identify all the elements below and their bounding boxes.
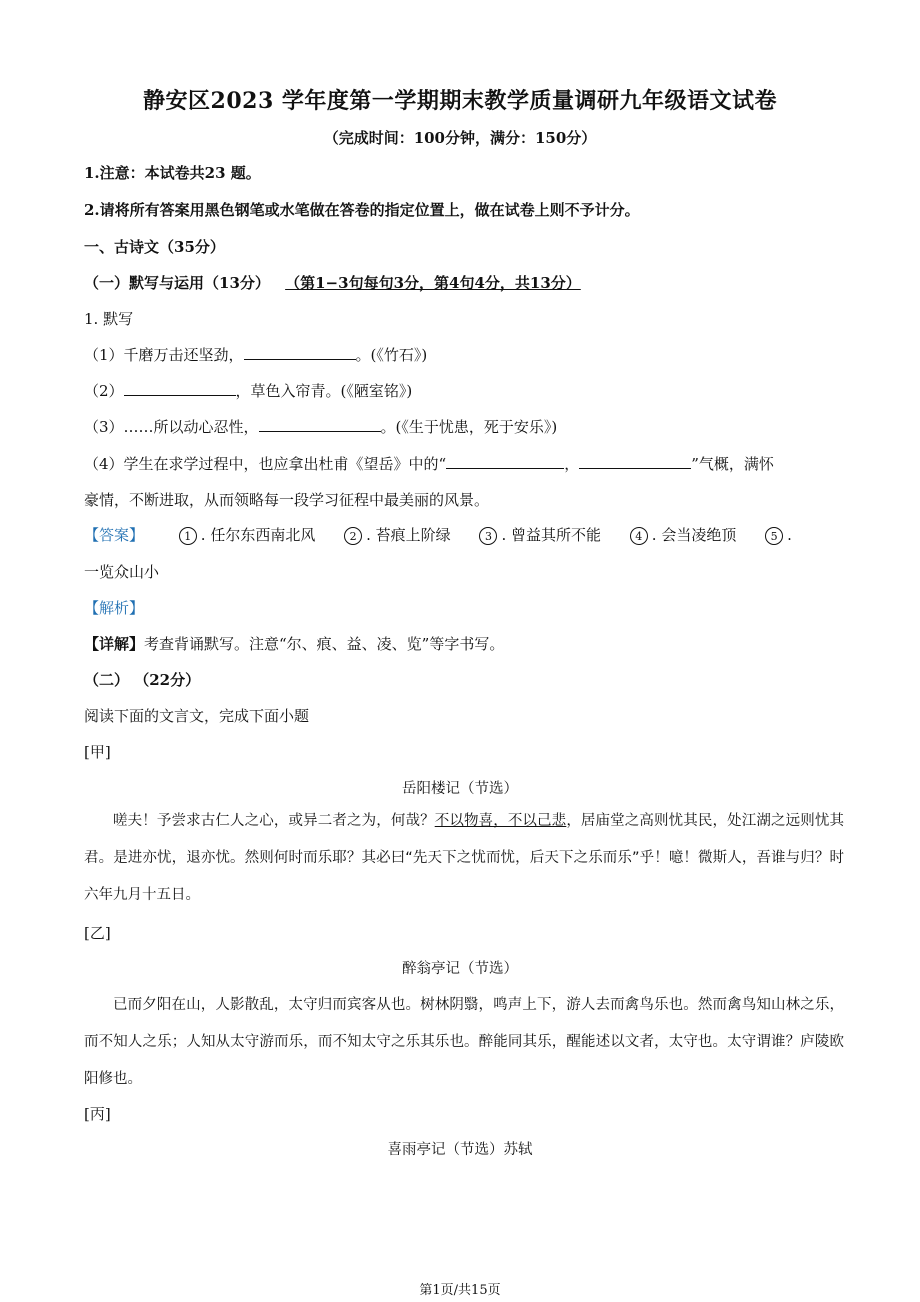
answer-item-3 [479,524,601,546]
answer-blank[interactable] [579,453,691,469]
note-2: 2.请将所有答案用黑色钢笔或水笔做在答卷的指定位置上，做在试卷上则不予计分。 [84,201,640,219]
q1-item-3-pre: （3）……所以动心忍性， [84,418,259,436]
passage-jia-title: 岳阳楼记（节选） [402,781,518,797]
answer-text: . [787,526,792,544]
answer-continuation: 一览众山小 [84,563,160,581]
page-footer: 第1页/共15页 [419,1283,501,1298]
analysis-tag: 【解析】 [84,599,145,617]
answer-item-1 [179,524,316,546]
answer-blank[interactable] [244,344,356,360]
underlined-sentence: 不以物喜，不以己悲 [434,813,567,829]
detail-line [84,633,850,655]
passage-yi-title: 醉翁亭记（节选） [402,961,518,977]
q1-item-4 [84,453,850,475]
part1-title: （一）默写与运用（13分） [84,274,270,292]
passage-yi-label: [乙] [84,924,111,942]
answer-number: 2 [344,527,362,545]
exam-title: 静安区2023 学年度第一学期期末教学质量调研九年级语文试卷 [143,88,777,114]
q1-item-2-post: ，草色入帘青。(《陋室铭》) [235,382,413,400]
q1-item-1-post: 。(《竹石》) [355,346,428,364]
answer-item-5 [765,524,792,546]
q1-item-2-pre: （2） [84,382,124,400]
q1-item-3 [84,416,850,438]
part1-scoring: （第1−3句每句3分，第4句4分，共13分） [285,274,581,292]
passage-yi-text: 已而夕阳在山，人影散乱，太守归而宾客从也。树林阴翳，鸣声上下，游人去而禽鸟乐也。然而禽鸟知山林之乐，而不知人之乐；人知从太守游而乐，而不知太守之乐其乐也。醉能同其乐，醒能述以文者，太守也。太守谓谁？庐陵欧阳修也。 [84,997,844,1087]
answer-text: . 任尔东西南北风 [200,526,316,544]
note-1: 1.注意：本试卷共23 题。 [84,164,261,182]
section-heading: 一、古诗文（35分） [84,238,225,256]
passage-jia-text-1: 嗟夫！予尝求古仁人之心，或异二者之为，何哉？ [113,813,435,829]
reading-instruction: 阅读下面的文言文，完成下面小题 [84,707,310,725]
answer-text: . 会当凌绝顶 [651,526,737,544]
q1-item-1-pre: （1）千磨万击还坚劲， [84,346,244,364]
q1-item-4-pre: （4）学生在求学过程中，也应拿出杜甫《望岳》中的“ [84,455,447,473]
answer-number: 5 [765,527,783,545]
q1-item-1 [84,344,850,366]
answer-number: 1 [179,527,197,545]
answer-blank[interactable] [124,380,236,396]
answer-tag: 【答案】 [84,526,145,544]
part1-heading [84,272,850,294]
detail-tag: 【详解】 [84,635,145,653]
answer-item-4 [630,524,737,546]
passage-bing-title: 喜雨亭记（节选）苏轼 [387,1142,533,1158]
q1-item-2 [84,380,850,402]
answer-blank[interactable] [259,416,381,432]
part2-heading: （二） （22分） [84,671,201,689]
passage-jia-text-2: ，居庙堂之高则忧其民，处江湖之远则忧其君。是进亦忧，退亦忧。然则何时而乐耶？其必曰“先天下之忧而忧，后天下之乐而乐”乎！噫！微斯人，吾谁与归？时六年九月十五日。 [84,813,845,903]
q1-item-3-post: 。(《生于忧患，死于安乐》) [380,418,558,436]
answer-item-2 [344,524,451,546]
passage-bing-label: [丙] [84,1105,111,1123]
q1-label: 1. 默写 [84,310,134,328]
passage-jia-label: [甲] [84,743,111,761]
q1-item-4-post: ”气概，满怀 [691,455,774,473]
detail-text: 考查背诵默写。注意“尔、痕、益、凌、览”等字书写。 [144,635,505,653]
q1-item-4-continuation: 豪情，不断进取，从而领略每一段学习征程中最美丽的风景。 [84,491,490,509]
q1-item-4-mid: ， [564,455,580,473]
answer-blank[interactable] [446,453,564,469]
passage-jia-text [84,803,844,914]
exam-subtitle: （完成时间：100分钟，满分：150分） [323,129,597,147]
answer-number: 4 [630,527,648,545]
answer-line [84,524,850,546]
answer-text: . 苔痕上阶绿 [366,526,451,544]
answer-number: 3 [479,527,497,545]
answer-text: . 曾益其所不能 [501,526,601,544]
